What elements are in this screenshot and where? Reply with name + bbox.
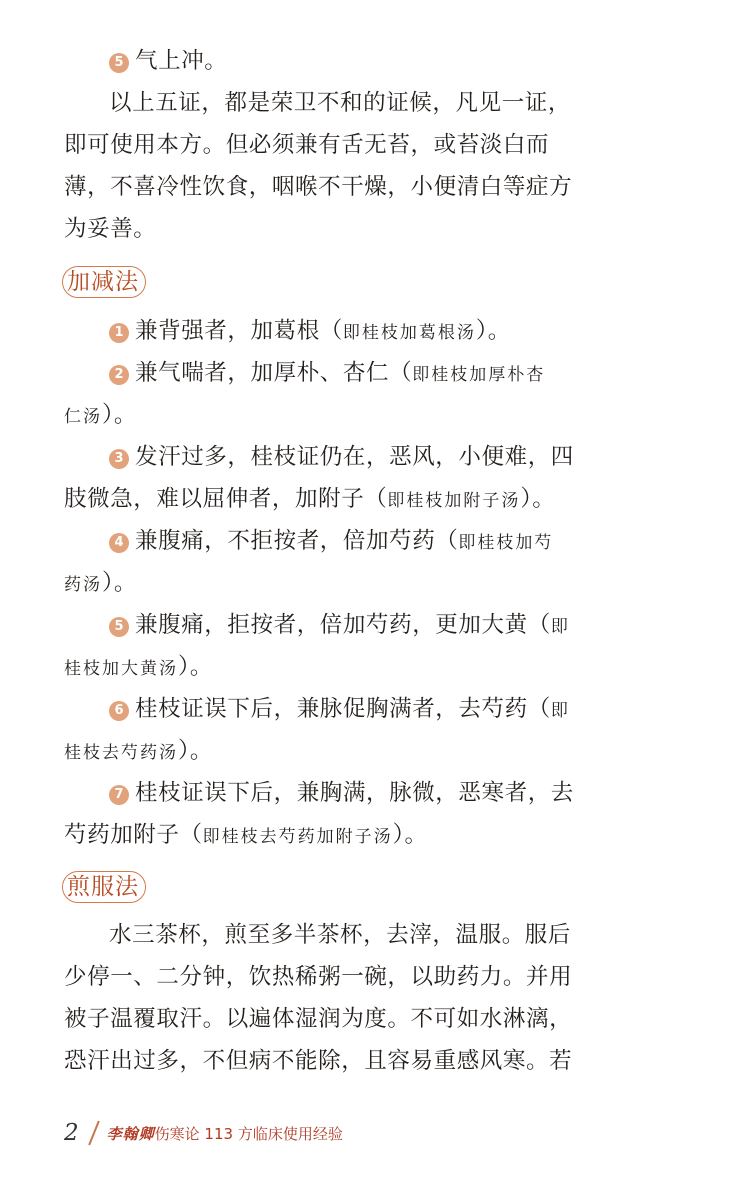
- list-item-continuation: [64, 646, 586, 688]
- summary-line: 为妥善。: [64, 216, 157, 242]
- item-number-badge: 4: [109, 533, 129, 553]
- item-text: 桂枝证误下后，兼胸满，脉微，恶寒者，去: [135, 780, 574, 806]
- item-text: 桂枝证误下后，兼脉促胸满者，去芍药（: [135, 696, 551, 722]
- item-text: ）。: [102, 570, 137, 596]
- list-item-continuation: [64, 478, 586, 520]
- decoction-line: 被子温覆取汗。以遍体湿润为度。不可如水淋漓，: [64, 1006, 573, 1032]
- item-text: 兼腹痛，不拒按者，倍加芍药（: [135, 528, 459, 554]
- item-note: 即桂枝加厚朴杏: [412, 365, 546, 385]
- item-number-badge: 5: [109, 53, 129, 73]
- heading-text: 加减法: [67, 269, 139, 295]
- intro-item-5: [64, 40, 586, 82]
- list-item: [64, 520, 586, 562]
- item-text: 兼气喘者，加厚朴、杏仁（: [135, 360, 413, 386]
- list-item: [64, 310, 586, 352]
- summary-line: 即可使用本方。但必须兼有舌无苔，或苔淡白而: [64, 132, 550, 158]
- heading-text: 煎服法: [67, 874, 139, 900]
- list-item: [64, 688, 586, 730]
- footer-author: 李翰卿: [106, 1124, 155, 1143]
- item-number-badge: 7: [109, 785, 129, 805]
- item-text: 发汗过多，桂枝证仍在，恶风，小便难，四: [135, 444, 574, 470]
- item-note: 药汤: [64, 575, 102, 595]
- item-note: 即桂枝加附子汤: [387, 491, 521, 511]
- summary-paragraph: [64, 82, 586, 250]
- item-text: 兼腹痛，拒按者，倍加芍药，更加大黄（: [135, 612, 551, 638]
- decoction-line: 恐汗出过多，不但病不能除，且容易重感风寒。若: [64, 1048, 573, 1074]
- list-item: [64, 436, 586, 478]
- item-text: ）。: [178, 738, 213, 764]
- item-number-badge: 6: [109, 701, 129, 721]
- footer-book-title: 伤寒论 113 方临床使用经验: [154, 1124, 343, 1143]
- item-note: 即桂枝加葛根汤: [342, 323, 476, 343]
- item-number-badge: 1: [109, 323, 129, 343]
- list-item-continuation: [64, 562, 586, 604]
- item-note: 桂枝去芍药汤: [64, 743, 178, 763]
- item-text: 兼背强者，加葛根（: [135, 318, 343, 344]
- summary-line: 以上五证，都是荣卫不和的证候，凡见一证，: [109, 90, 572, 116]
- section-heading-modifications: [64, 266, 139, 298]
- list-item: [64, 772, 586, 814]
- summary-line: 薄，不喜冷性饮食，咽喉不干燥，小便清白等症方: [64, 174, 573, 200]
- item-note: 即: [550, 617, 570, 637]
- list-item-continuation: [64, 814, 586, 856]
- item-number-badge: 3: [109, 449, 129, 469]
- item-note: 即: [550, 701, 570, 721]
- item-text: ）。: [102, 402, 137, 428]
- section-heading-decoction: [64, 871, 139, 903]
- decoction-line: 少停一、二分钟，饮热稀粥一碗，以助药力。并用: [64, 964, 573, 990]
- item-note: 即桂枝去芍药加附子汤: [202, 827, 393, 847]
- list-item: [64, 352, 586, 394]
- item-text: ）。: [178, 654, 213, 680]
- item-text: ）。: [475, 318, 511, 344]
- page-number: 2: [64, 1120, 79, 1146]
- footer-divider: [88, 1121, 100, 1146]
- item-text: 芍药加附子（: [64, 822, 203, 848]
- intro-item-5-text: 气上冲。: [135, 48, 228, 74]
- decoction-line: 水三茶杯，煎至多半茶杯，去滓，温服。服后: [109, 922, 572, 948]
- list-item-continuation: [64, 730, 586, 772]
- decoction-paragraph: [64, 914, 586, 1082]
- item-number-badge: 5: [109, 617, 129, 637]
- item-note: 仁汤: [64, 407, 102, 427]
- intro-item-5-line: [64, 40, 586, 82]
- item-text: ）。: [520, 486, 556, 512]
- item-note: 即桂枝加芍: [458, 533, 554, 553]
- item-text: ）。: [392, 822, 428, 848]
- modifications-list: [64, 310, 586, 856]
- list-item-continuation: [64, 394, 586, 436]
- list-item: [64, 604, 586, 646]
- item-number-badge: 2: [109, 365, 129, 385]
- item-text: 肢微急，难以屈伸者，加附子（: [64, 486, 388, 512]
- item-note: 桂枝加大黄汤: [64, 659, 178, 679]
- page-footer: [64, 1120, 343, 1150]
